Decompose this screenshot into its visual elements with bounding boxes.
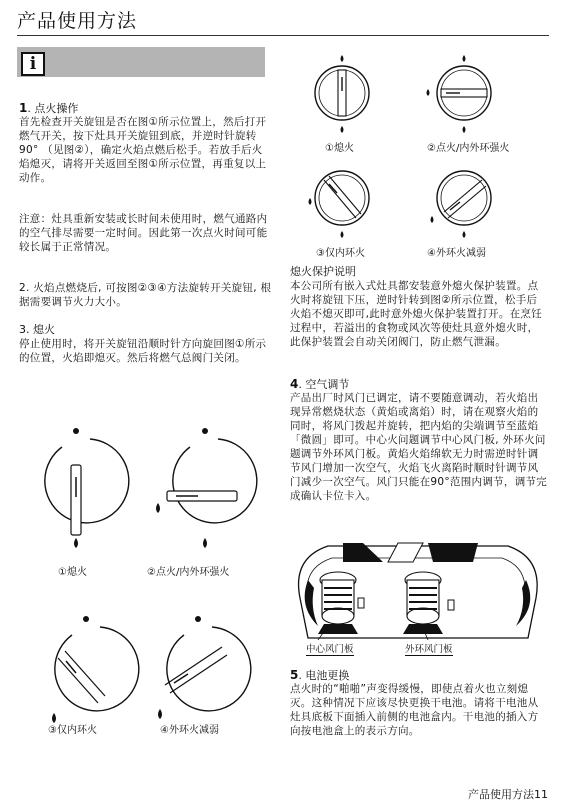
page-title: 产品使用方法 bbox=[17, 10, 138, 32]
section-3-heading: 3. 熄火 bbox=[19, 323, 55, 336]
small-dial-inner bbox=[300, 160, 370, 245]
dial-off-diagram bbox=[38, 425, 128, 555]
flame-protection-body: 本公司所有嵌入式灶具都安装意外熄火保护装置。点火时将旋钮下压，逆时针转到图②所示位置，松手后火焰不熄灭即可,此时意外熄火保护装置打开。在烹饪过程中，若溢出的食物或风次等使灶具意外熄火时，此保护装置会自动关闭阀门，防止燃气泄漏。 bbox=[290, 280, 543, 348]
left-caption-4: ④外环火减弱 bbox=[160, 725, 219, 736]
section-5-heading: 5. 电池更换 bbox=[290, 668, 350, 682]
right-caption-4: ④外环火减弱 bbox=[427, 248, 486, 259]
info-bar bbox=[17, 47, 265, 77]
section-4-body: 产品出厂时风门已调定，请不要随意调动，若火焰出现异常燃烧状态（黄焰或离焰）时，请在观察火焰的同时，将风门拨起并旋转，把内焰的尖端调节至蓝焰「微圆」即可。中心火问题调节中心风门板, 外环火问题调节外环风门板。黄焰火焰绵软无力时需逆时针调节风门增加一次空气，火焰飞火离陷时顺时针调节风门减少一次空气。风门只能在90°范围内调节，调节完成确认卡位卡入。 bbox=[290, 392, 548, 502]
flame-protection-title: 熄火保护说明 bbox=[290, 265, 356, 278]
outer-valve-label: 外环风门板 bbox=[405, 641, 453, 656]
title-rule bbox=[17, 35, 549, 36]
dial-inner-diagram bbox=[38, 613, 138, 728]
dial-outer-diagram bbox=[150, 613, 250, 728]
section-1-body: 首先检查开关旋钮是否在图①所示位置上，然后打开燃气开关，按下灶具开关旋钮到底，并逆时针旋转90° （见图②），确定火焰点燃后松手。若放手后火焰熄灭，请将开关返回至图①所示位置，再重复以上动作。 bbox=[19, 116, 267, 184]
left-caption-2: ②点火/内外环强火 bbox=[147, 567, 230, 578]
center-valve-label: 中心风门板 bbox=[306, 641, 354, 656]
section-1-heading: 1. 点火操作 bbox=[19, 101, 79, 115]
section-5-body: 点火时的“啪啪”声变得缓慢，即使点着火也立刻熄灭。这种情况下应该尽快更换干电池。请将干电池从灶具底板下面插入前侧的电池盒内。干电池的插入方向按电池盒上的表示方向。 bbox=[290, 683, 539, 737]
section-2-text: 2. 火焰点燃烧后, 可按图②③④方法旋转开关旋钮, 根据需要调节火力大小。 bbox=[19, 282, 272, 308]
dial-ignite-diagram bbox=[150, 425, 250, 555]
page-footer: 产品使用方法11 bbox=[468, 788, 548, 801]
left-caption-1: ①熄火 bbox=[58, 567, 87, 578]
small-dial-off bbox=[300, 55, 370, 140]
air-shutter-diagram bbox=[288, 538, 546, 648]
right-caption-1: ①熄火 bbox=[325, 143, 354, 154]
left-caption-3: ③仅内环火 bbox=[48, 725, 97, 736]
note-text: 注意：灶具重新安装或长时间未使用时，燃气通路内的空气排尽需要一定时间。因此第一次点火时间可能较长属于正常情况。 bbox=[19, 213, 268, 253]
small-dial-ignite bbox=[420, 55, 500, 140]
small-dial-outer bbox=[420, 160, 500, 245]
section-4-heading: 4. 空气调节 bbox=[290, 377, 350, 391]
right-caption-2: ②点火/内外环强火 bbox=[427, 143, 510, 154]
right-caption-3: ③仅内环火 bbox=[316, 248, 365, 259]
section-3-body: 停止使用时，将开关旋钮沿顺时针方向旋回图①所示的位置，火焰即熄灭。然后将燃气总阀门关闭。 bbox=[19, 338, 267, 364]
info-icon: i bbox=[21, 52, 45, 76]
